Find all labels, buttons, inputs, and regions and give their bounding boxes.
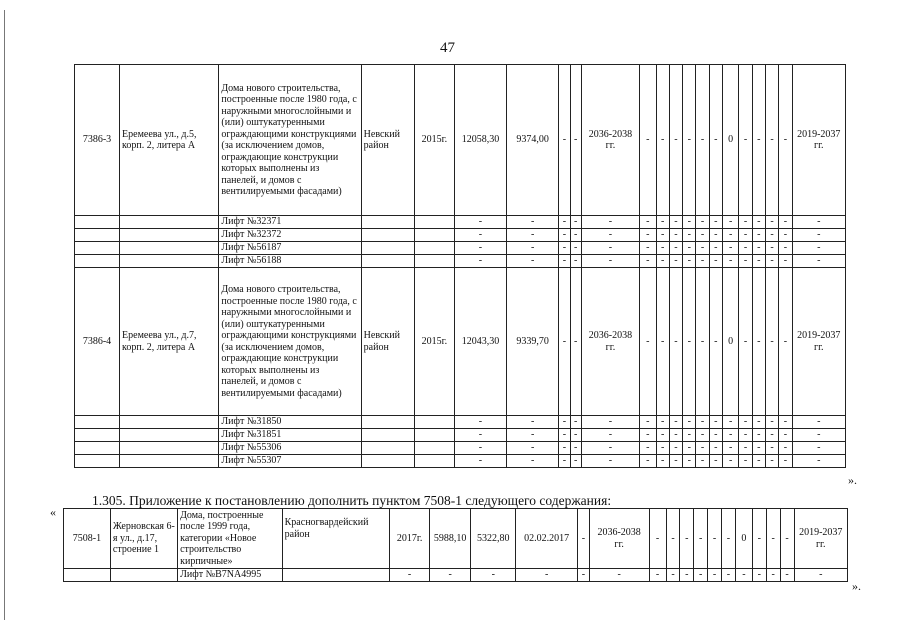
dash-cell: - <box>766 509 780 569</box>
dash-cell: - <box>507 416 559 429</box>
dash-cell: - <box>752 268 765 416</box>
dash-cell: - <box>780 509 794 569</box>
dash-cell: - <box>507 242 559 255</box>
dash-cell: - <box>669 442 682 455</box>
dash-cell: - <box>559 442 570 455</box>
dash-cell: - <box>765 216 778 229</box>
dash-cell: - <box>792 229 845 242</box>
dash-cell: - <box>752 229 765 242</box>
dash-cell: - <box>683 416 696 429</box>
building-type-cell: Дома, построенные после 1999 года, категории «Новое строительство кирпичные» <box>178 509 283 569</box>
dash-cell: - <box>709 229 722 242</box>
dash-cell: - <box>752 216 765 229</box>
dash-cell: - <box>559 65 570 216</box>
dash-cell: - <box>656 65 669 216</box>
dash-cell: - <box>471 569 516 582</box>
dash-cell: - <box>581 442 639 455</box>
dash-cell: - <box>722 416 738 429</box>
address-cell: Жерновская 6-я ул., д.17, строение 1 <box>110 509 177 569</box>
date-cell: 02.02.2017 <box>516 509 578 569</box>
district-cell: Красногвардейский район <box>282 509 390 569</box>
dash-cell: - <box>752 455 765 468</box>
dash-cell: - <box>696 268 709 416</box>
dash-cell: - <box>696 416 709 429</box>
dash-cell: - <box>581 229 639 242</box>
dash-cell: - <box>454 416 506 429</box>
lift-label: Лифт №31850 <box>219 416 361 429</box>
dash-cell: - <box>696 65 709 216</box>
dash-cell: - <box>559 242 570 255</box>
dash-cell: - <box>779 455 792 468</box>
lift-label: Лифт №56188 <box>219 255 361 268</box>
dash-cell: - <box>656 268 669 416</box>
dash-cell: - <box>739 255 752 268</box>
dash-cell: - <box>709 242 722 255</box>
dash-cell: - <box>779 416 792 429</box>
lift-label: Лифт №55306 <box>219 442 361 455</box>
dash-cell: - <box>507 455 559 468</box>
dash-cell: - <box>507 429 559 442</box>
dash-cell: - <box>669 268 682 416</box>
dash-cell: - <box>792 442 845 455</box>
zero-cell: 0 <box>722 268 738 416</box>
lift-label: Лифт №31851 <box>219 429 361 442</box>
dash-cell: - <box>669 416 682 429</box>
dash-cell: - <box>570 229 581 242</box>
dash-cell: - <box>739 216 752 229</box>
dash-cell: - <box>640 455 656 468</box>
dash-cell: - <box>666 509 680 569</box>
table-row <box>75 268 846 416</box>
dash-cell: - <box>570 268 581 416</box>
dash-cell: - <box>696 455 709 468</box>
dash-cell: - <box>669 229 682 242</box>
dash-cell: - <box>570 455 581 468</box>
lift-label: Лифт №55307 <box>219 455 361 468</box>
dash-cell: - <box>640 229 656 242</box>
dash-cell: - <box>696 242 709 255</box>
dash-cell: - <box>559 455 570 468</box>
dash-cell: - <box>779 429 792 442</box>
dash-cell: - <box>454 242 506 255</box>
dash-cell: - <box>708 569 722 582</box>
lift-row <box>75 255 846 268</box>
dash-cell: - <box>454 442 506 455</box>
dash-cell: - <box>429 569 471 582</box>
dash-cell: - <box>696 216 709 229</box>
dash-cell: - <box>779 65 792 216</box>
living-area-cell: 5322,80 <box>471 509 516 569</box>
dash-cell: - <box>792 455 845 468</box>
building-type-cell: Дома нового строительства, построенные после 1980 года, с наружными многослойными и (или) оштукатуренными ограждающими конструкциями (за исключением домов, ограждающие конструкции которых выполнены из панелей, и домов с вентилируемыми фасадами) <box>219 65 361 216</box>
dash-cell: - <box>722 569 736 582</box>
page-number: 47 <box>440 40 455 56</box>
dash-cell: - <box>581 216 639 229</box>
final-period-cell: 2019-2037 гг. <box>792 65 845 216</box>
dash-cell: - <box>765 429 778 442</box>
dash-cell: - <box>752 429 765 442</box>
dash-cell: - <box>559 416 570 429</box>
dash-cell: - <box>696 255 709 268</box>
dash-cell: - <box>709 268 722 416</box>
zero-cell: 0 <box>735 509 752 569</box>
dash-cell: - <box>739 455 752 468</box>
zero-cell: 0 <box>722 65 738 216</box>
dash-cell: - <box>656 242 669 255</box>
dash-cell: - <box>649 509 666 569</box>
dash-cell: - <box>792 216 845 229</box>
dash-cell: - <box>779 242 792 255</box>
dash-cell: - <box>581 429 639 442</box>
dash-cell: - <box>766 569 780 582</box>
dash-cell: - <box>507 442 559 455</box>
dash-cell: - <box>669 242 682 255</box>
dash-cell: - <box>709 429 722 442</box>
dash-cell: - <box>507 216 559 229</box>
dash-cell: - <box>752 416 765 429</box>
dash-cell: - <box>570 216 581 229</box>
dash-cell: - <box>779 216 792 229</box>
dash-cell: - <box>765 255 778 268</box>
dash-cell: - <box>752 255 765 268</box>
dash-cell: - <box>559 255 570 268</box>
dash-cell: - <box>779 442 792 455</box>
district-cell: Невский район <box>361 268 414 416</box>
year-cell: 2017г. <box>390 509 429 569</box>
dash-cell: - <box>570 442 581 455</box>
lift-row <box>75 416 846 429</box>
lift-row <box>75 429 846 442</box>
table-row <box>64 509 848 569</box>
dash-cell: - <box>722 442 738 455</box>
dash-cell: - <box>739 229 752 242</box>
dash-cell: - <box>680 569 694 582</box>
dash-cell: - <box>739 268 752 416</box>
total-area-cell: 12043,30 <box>454 268 506 416</box>
dash-cell: - <box>581 242 639 255</box>
dash-cell: - <box>739 442 752 455</box>
dash-cell: - <box>454 255 506 268</box>
dash-cell: - <box>683 242 696 255</box>
lift-label: Лифт №32372 <box>219 229 361 242</box>
dash-cell: - <box>792 242 845 255</box>
dash-cell: - <box>752 569 766 582</box>
dash-cell: - <box>752 442 765 455</box>
total-area-cell: 12058,30 <box>454 65 506 216</box>
dash-cell: - <box>709 255 722 268</box>
dash-cell: - <box>680 509 694 569</box>
dash-cell: - <box>765 442 778 455</box>
lift-row <box>75 242 846 255</box>
dash-cell: - <box>739 242 752 255</box>
dash-cell: - <box>683 65 696 216</box>
dash-cell: - <box>640 429 656 442</box>
dash-cell: - <box>683 255 696 268</box>
register-table <box>74 64 846 468</box>
dash-cell: - <box>656 429 669 442</box>
dash-cell: - <box>709 416 722 429</box>
dash-cell: - <box>570 416 581 429</box>
dash-cell: - <box>779 229 792 242</box>
district-cell: Невский район <box>361 65 414 216</box>
closing-quote: ». <box>852 579 861 593</box>
dash-cell: - <box>709 65 722 216</box>
dash-cell: - <box>683 429 696 442</box>
dash-cell: - <box>683 455 696 468</box>
dash-cell: - <box>640 416 656 429</box>
lift-row <box>75 455 846 468</box>
dash-cell: - <box>669 255 682 268</box>
period-cell: 2036-2038 гг. <box>589 509 649 569</box>
dash-cell: - <box>640 255 656 268</box>
dash-cell: - <box>656 442 669 455</box>
dash-cell: - <box>722 509 736 569</box>
year-cell: 2015г. <box>414 65 454 216</box>
dash-cell: - <box>656 255 669 268</box>
row-id: 7508-1 <box>64 509 111 569</box>
dash-cell: - <box>640 442 656 455</box>
dash-cell: - <box>656 455 669 468</box>
dash-cell: - <box>694 569 708 582</box>
amendment-paragraph: 1.305. Приложение к постановлению дополнить пунктом 7508-1 следующего содержания: <box>92 493 612 508</box>
dash-cell: - <box>454 455 506 468</box>
dash-cell: - <box>792 416 845 429</box>
dash-cell: - <box>669 429 682 442</box>
dash-cell: - <box>669 65 682 216</box>
dash-cell: - <box>709 455 722 468</box>
dash-cell: - <box>656 229 669 242</box>
dash-cell: - <box>516 569 578 582</box>
year-cell: 2015г. <box>414 268 454 416</box>
dash-cell: - <box>581 255 639 268</box>
dash-cell: - <box>570 242 581 255</box>
dash-cell: - <box>739 65 752 216</box>
dash-cell: - <box>559 429 570 442</box>
dash-cell: - <box>765 229 778 242</box>
dash-cell: - <box>722 255 738 268</box>
dash-cell: - <box>696 429 709 442</box>
dash-cell: - <box>739 429 752 442</box>
dash-cell: - <box>578 509 590 569</box>
lift-row <box>75 442 846 455</box>
dash-cell: - <box>765 416 778 429</box>
appendix-table <box>63 508 848 582</box>
dash-cell: - <box>683 229 696 242</box>
dash-cell: - <box>779 268 792 416</box>
dash-cell: - <box>390 569 429 582</box>
dash-cell: - <box>735 569 752 582</box>
period-cell: 2036-2038 гг. <box>581 65 639 216</box>
dash-cell: - <box>683 216 696 229</box>
dash-cell: - <box>656 216 669 229</box>
final-period-cell: 2019-2037 гг. <box>792 268 845 416</box>
lift-row <box>75 229 846 242</box>
dash-cell: - <box>780 569 794 582</box>
lift-row <box>75 216 846 229</box>
address-cell: Еремеева ул., д.7, корп. 2, литера А <box>120 268 219 416</box>
opening-quote: « <box>50 505 56 519</box>
dash-cell: - <box>640 65 656 216</box>
dash-cell: - <box>570 429 581 442</box>
dash-cell: - <box>640 216 656 229</box>
dash-cell: - <box>722 429 738 442</box>
period-cell: 2036-2038 гг. <box>581 268 639 416</box>
dash-cell: - <box>666 569 680 582</box>
dash-cell: - <box>570 65 581 216</box>
dash-cell: - <box>722 216 738 229</box>
dash-cell: - <box>752 242 765 255</box>
dash-cell: - <box>792 255 845 268</box>
dash-cell: - <box>454 216 506 229</box>
total-area-cell: 5988,10 <box>429 509 471 569</box>
dash-cell: - <box>752 65 765 216</box>
living-area-cell: 9339,70 <box>507 268 559 416</box>
dash-cell: - <box>683 442 696 455</box>
lift-label: Лифт №В7NA4995 <box>178 569 283 582</box>
dash-cell: - <box>578 569 590 582</box>
dash-cell: - <box>581 455 639 468</box>
left-edge-line <box>4 10 5 620</box>
dash-cell: - <box>454 429 506 442</box>
dash-cell: - <box>779 255 792 268</box>
dash-cell: - <box>656 416 669 429</box>
living-area-cell: 9374,00 <box>507 65 559 216</box>
dash-cell: - <box>559 216 570 229</box>
building-type-cell: Дома нового строительства, построенные после 1980 года, с наружными многослойными и (или) оштукатуренными ограждающими конструкциями (за исключением домов, ограждающие конструкции которых выполнены из панелей, и домов с вентилируемыми фасадами) <box>219 268 361 416</box>
dash-cell: - <box>559 268 570 416</box>
dash-cell: - <box>649 569 666 582</box>
dash-cell: - <box>752 509 766 569</box>
dash-cell: - <box>722 242 738 255</box>
dash-cell: - <box>640 242 656 255</box>
dash-cell: - <box>696 442 709 455</box>
dash-cell: - <box>570 255 581 268</box>
row-id: 7386-3 <box>75 65 120 216</box>
dash-cell: - <box>765 65 778 216</box>
dash-cell: - <box>708 509 722 569</box>
closing-quote: ». <box>848 473 857 487</box>
dash-cell: - <box>792 429 845 442</box>
lift-label: Лифт №32371 <box>219 216 361 229</box>
row-id: 7386-4 <box>75 268 120 416</box>
dash-cell: - <box>589 569 649 582</box>
dash-cell: - <box>765 242 778 255</box>
dash-cell: - <box>765 268 778 416</box>
dash-cell: - <box>709 216 722 229</box>
dash-cell: - <box>722 229 738 242</box>
dash-cell: - <box>794 569 848 582</box>
dash-cell: - <box>669 455 682 468</box>
lift-label: Лифт №56187 <box>219 242 361 255</box>
dash-cell: - <box>694 509 708 569</box>
dash-cell: - <box>669 216 682 229</box>
final-period-cell: 2019-2037 гг. <box>794 509 848 569</box>
dash-cell: - <box>581 416 639 429</box>
dash-cell: - <box>765 455 778 468</box>
dash-cell: - <box>739 416 752 429</box>
dash-cell: - <box>722 455 738 468</box>
dash-cell: - <box>507 229 559 242</box>
dash-cell: - <box>683 268 696 416</box>
dash-cell: - <box>640 268 656 416</box>
table-row <box>75 65 846 216</box>
dash-cell: - <box>559 229 570 242</box>
address-cell: Еремеева ул., д.5, корп. 2, литера А <box>120 65 219 216</box>
dash-cell: - <box>454 229 506 242</box>
dash-cell: - <box>507 255 559 268</box>
dash-cell: - <box>709 442 722 455</box>
lift-row <box>64 569 848 582</box>
dash-cell: - <box>696 229 709 242</box>
